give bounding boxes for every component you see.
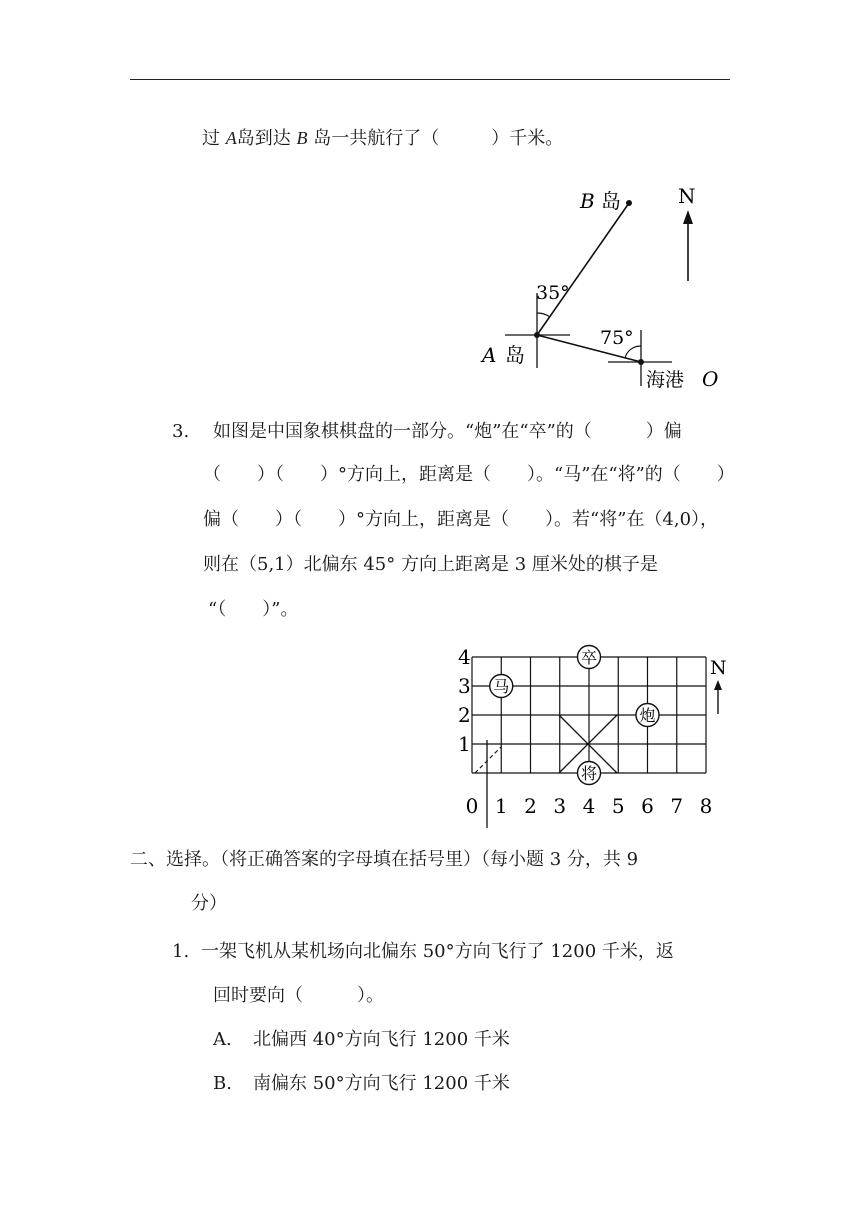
x-tick-label: 7 (670, 794, 684, 818)
y-tick-label: 4 (458, 645, 471, 669)
chess-piece (578, 762, 601, 785)
q3-line3: 偏（ ）（ ）°方向上，距离是（ ）。若“将”在（4,0）， (203, 509, 719, 530)
option-b-label: B. (213, 1073, 232, 1094)
b-island-letter: B (580, 189, 595, 213)
x-tick-label: 8 (699, 794, 713, 818)
north-label: N (678, 184, 696, 208)
x-tick-label: 3 (553, 794, 567, 818)
q3-line5: “（ ）”。 (208, 599, 299, 620)
x-tick-label: 6 (641, 794, 654, 818)
q3-line1: 如图是中国象棋棋盘的一部分。“炮”在“卒”的（ ）偏 (213, 421, 682, 442)
x-tick-label: 5 (611, 794, 625, 818)
angle-35-arc (537, 313, 550, 317)
a-island-point (534, 332, 540, 338)
q2-1-line2: 回时要向（ ）。 (213, 985, 384, 1006)
port-letter: O (702, 367, 719, 391)
header-rule (130, 79, 730, 80)
section2-line2: 分） (191, 893, 227, 914)
port-label: 海港 (646, 369, 685, 391)
angle-75-label: 75° (600, 327, 634, 349)
option-a-text: 北偏西 40°方向飞行 1200 千米 (253, 1029, 510, 1050)
navigation-diagram (0, 178, 860, 398)
b-island-label: 岛 (601, 189, 621, 213)
north-arrow-head (683, 210, 693, 224)
board-north-label: N (710, 657, 727, 679)
y-axis-ticks (458, 645, 471, 756)
piece-label: 卒 (580, 648, 598, 667)
a-island-label: 岛 (505, 343, 525, 367)
x-tick-label: 2 (524, 794, 537, 818)
y-tick-label: 3 (458, 674, 471, 698)
q2-1-line1: 一架飞机从某机场向北偏东 50°方向飞行了 1200 千米，返 (201, 941, 674, 962)
q2-continuation-line: 过 A岛到达 B 岛一共航行了（ ）千米。 (202, 128, 564, 149)
q3-number: 3. (172, 421, 190, 442)
point-a-label: A (225, 128, 237, 148)
dashed-direction-line (475, 747, 501, 773)
port-o-point (638, 359, 644, 365)
y-tick-label: 2 (458, 703, 471, 727)
x-tick-label: 1 (494, 794, 508, 818)
piece-label: 将 (580, 764, 598, 783)
option-a-label: A. (213, 1029, 232, 1050)
q3-line4: 则在（5,1）北偏东 45° 方向上距离是 3 厘米处的棋子是 (203, 554, 658, 575)
chess-piece (490, 675, 513, 698)
piece-label: 马 (493, 677, 510, 696)
point-b-label: B (296, 128, 308, 148)
board-grid (472, 657, 706, 773)
y-tick-label: 1 (458, 732, 471, 756)
q3-line2: （ ）（ ）°方向上，距离是（ ）。“马”在“将”的（ ） (203, 464, 735, 485)
x-tick-label: 4 (582, 794, 596, 818)
chess-piece (636, 704, 659, 727)
route-a-to-b (537, 203, 629, 335)
section2-line1: 二、选择。（将正确答案的字母填在括号里）（每小题 3 分，共 9 (130, 849, 639, 870)
chess-piece (578, 646, 601, 669)
board-north-arrow-head (714, 680, 722, 690)
option-b-text: 南偏东 50°方向飞行 1200 千米 (253, 1073, 510, 1094)
chess-board-figure (0, 640, 860, 840)
piece-label: 炮 (639, 706, 656, 725)
angle-35-label: 35° (536, 282, 570, 304)
a-island-letter: A (482, 343, 497, 367)
q2-1-number: 1. (172, 941, 190, 962)
x-tick-label: 0 (465, 794, 479, 818)
x-axis-ticks (466, 794, 713, 818)
